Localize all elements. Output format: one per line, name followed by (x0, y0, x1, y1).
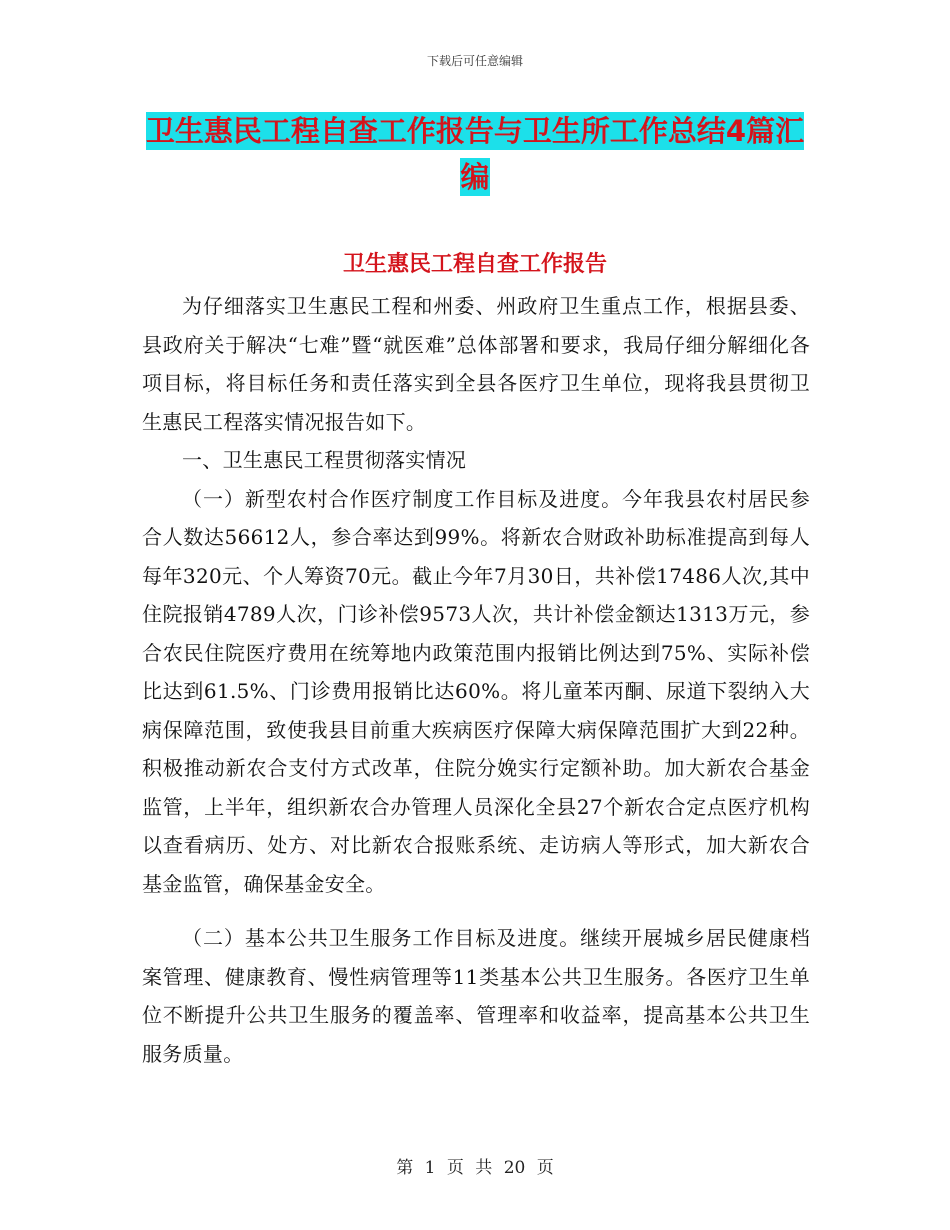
document-body (142, 287, 810, 1073)
section-title: 卫生惠民工程自查工作报告 (342, 252, 607, 277)
document-title-text: 卫生惠民工程自查工作报告与卫生所工作总结4篇汇编 (145, 114, 805, 194)
document-title (140, 108, 810, 200)
header-note: 下载后可任意编辑 (426, 54, 523, 68)
paragraph: （一）新型农村合作医疗制度工作目标及进度。今年我县农村居民参合人数达56612人，参合率达到99%。将新农合财政补助标准提高到每人每年320元、个人筹资70元。截止今年7月30日，共补偿17486人次,其中住院报销4789人次，门诊补偿9573人次，共计补偿金额达1313万元，参合农民住院医疗费用在统筹地内政策范围内报销比例达到75%、实际补偿比达到61.5%、门诊费用报销比达60%。将儿童苯丙酮、尿道下裂纳入大病保障范围，致使我县目前重大疾病医疗保障大病保障范围扩大到22种。积极推动新农合支付方式改革，住院分娩实行定额补助。加大新农合基金监管，上半年，组织新农合办管理人员深化全县27个新农合定点医疗机构以查看病历、处方、对比新农合报账系统、走访病人等形式，加大新农合基金监管，确保基金安全。 (142, 486, 810, 896)
page-footer: 第 1 页 共 20 页 (396, 1158, 554, 1178)
paragraph: 一、卫生惠民工程贯彻落实情况 (182, 448, 467, 472)
paragraph: 为仔细落实卫生惠民工程和州委、州政府卫生重点工作，根据县委、县政府关于解决“七难”暨“就医难”总体部署和要求，我局仔细分解细化各项目标，将目标任务和责任落实到全县各医疗卫生单位，现将我县贯彻卫生惠民工程落实情况报告如下。 (142, 294, 810, 434)
paragraph: （二）基本公共卫生服务工作目标及进度。继续开展城乡居民健康档案管理、健康教育、慢性病管理等11类基本公共卫生服务。各医疗卫生单位不断提升公共卫生服务的覆盖率、管理率和收益率，提高基本公共卫生服务质量。 (142, 926, 810, 1066)
